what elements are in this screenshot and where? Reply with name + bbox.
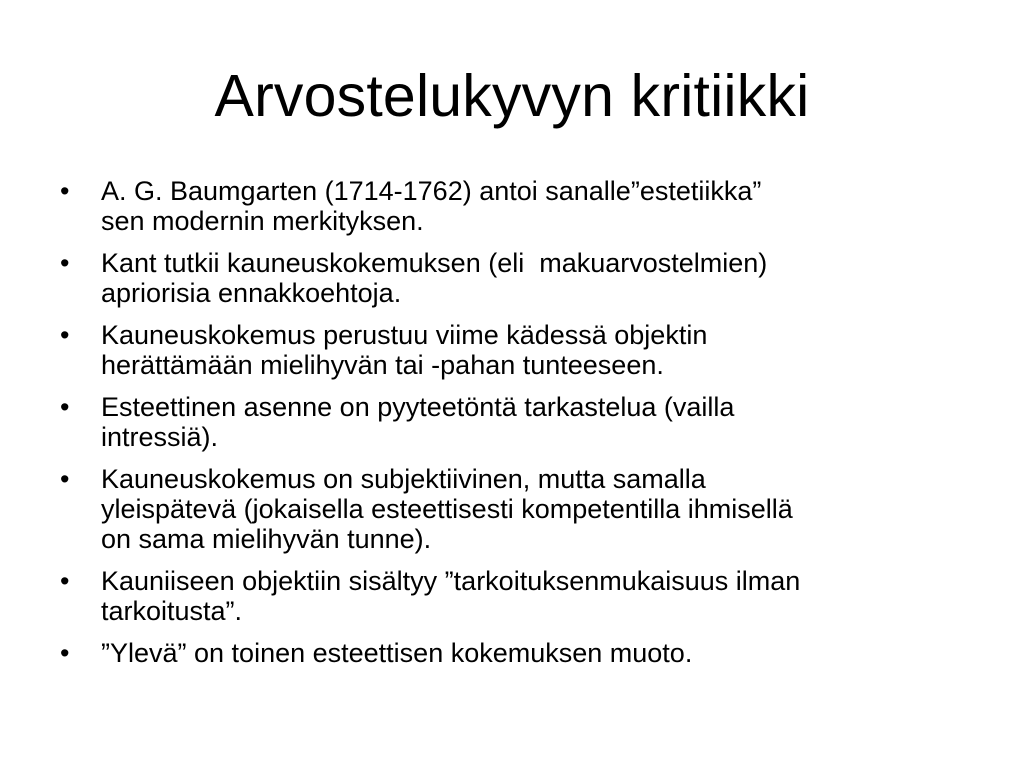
bullet-icon: • bbox=[60, 464, 70, 494]
bullet-item bbox=[60, 638, 1000, 668]
bullet-text: Kauneuskokemus perustuu viime kädessä objektin herättämään mielihyvän tai -pahan tunteeseen. bbox=[101, 320, 708, 380]
bullet-text: Kauniiseen objektiin sisältyy ”tarkoituksenmukaisuus ilman tarkoitusta”. bbox=[101, 566, 801, 626]
bullet-text: A. G. Baumgarten (1714-1762) antoi sanalle”estetiikka” sen modernin merkityksen. bbox=[101, 176, 762, 236]
bullet-item bbox=[60, 392, 1000, 452]
bullet-icon: • bbox=[60, 566, 70, 596]
bullet-item bbox=[60, 320, 1000, 380]
bullet-item bbox=[60, 176, 1000, 236]
bullet-icon: • bbox=[60, 176, 70, 206]
bullet-item bbox=[60, 248, 1000, 308]
bullet-text: ”Ylevä” on toinen esteettisen kokemuksen muoto. bbox=[101, 638, 693, 668]
bullet-item bbox=[60, 566, 1000, 626]
bullet-icon: • bbox=[60, 320, 70, 350]
bullet-item bbox=[60, 464, 1000, 554]
bullet-icon: • bbox=[60, 392, 70, 422]
slide-title: Arvostelukyvyn kritiikki bbox=[214, 63, 810, 129]
bullet-text: Esteettinen asenne on pyyteetöntä tarkastelua (vailla intressiä). bbox=[101, 392, 735, 452]
bullet-icon: • bbox=[60, 248, 70, 278]
bullet-list bbox=[60, 176, 1000, 680]
bullet-icon: • bbox=[60, 638, 70, 668]
bullet-text: Kant tutkii kauneuskokemuksen (eli makuarvostelmien) apriorisia ennakkoehtoja. bbox=[101, 248, 768, 308]
bullet-text: Kauneuskokemus on subjektiivinen, mutta samalla yleispätevä (jokaisella esteettisesti kompetentilla ihmisellä on sama mielihyvän tunne). bbox=[101, 464, 793, 554]
